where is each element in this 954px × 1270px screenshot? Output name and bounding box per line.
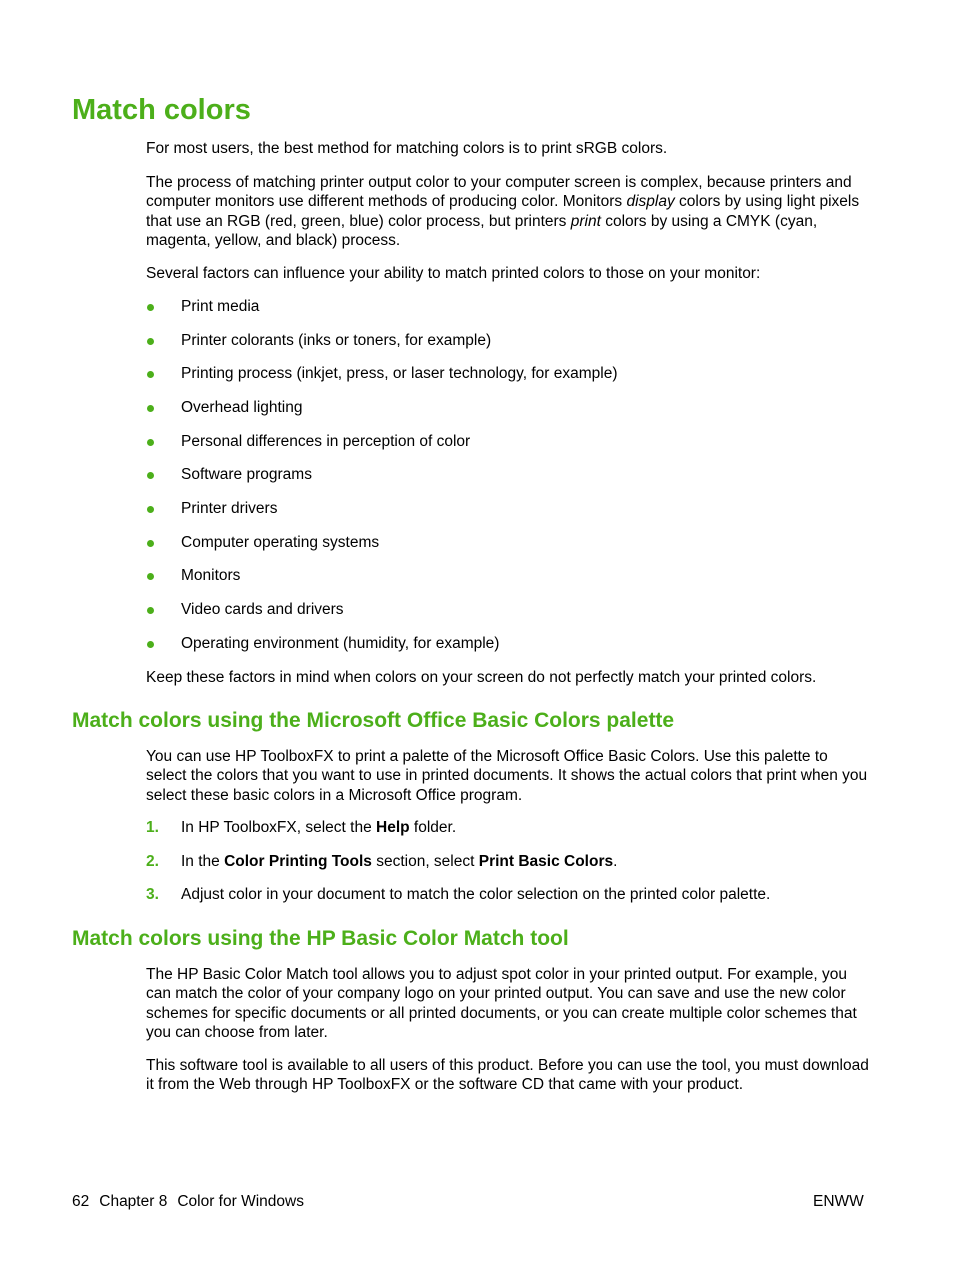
page-number: 62 — [72, 1193, 90, 1210]
section-heading-office-palette: Match colors using the Microsoft Office Basic Colors palette — [72, 709, 675, 732]
list-item-label: Computer operating systems — [181, 534, 380, 551]
list-item-label: Printing process (inkjet, press, or laser technology, for example) — [181, 365, 618, 382]
bullet-icon — [147, 439, 154, 446]
footer-left — [72, 1192, 314, 1212]
intro-p2-text-c: colors by using a CMYK (cyan, magenta, yellow, and black) process. — [146, 212, 818, 249]
bullet-icon — [147, 607, 154, 614]
bullet-icon — [147, 338, 154, 345]
intro-p2-text-a: The process of matching printer output color to your computer screen is complex, because printers and computer monitors use different methods of producing color. Monitors — [146, 174, 852, 211]
list-item-label: Print media — [181, 298, 260, 315]
step-text: Adjust color in your document to match the color selection on the printed color palette. — [181, 886, 771, 903]
list-item-label: Monitors — [181, 567, 241, 584]
step-text — [181, 818, 456, 838]
step-text — [181, 852, 617, 872]
step-number: 1. — [146, 819, 159, 836]
bullet-icon — [147, 371, 154, 378]
step-number: 3. — [146, 886, 159, 903]
list-item-label: Overhead lighting — [181, 399, 303, 416]
bullet-icon — [147, 472, 154, 479]
list-item-label: Printer colorants (inks or toners, for example) — [181, 332, 492, 349]
intro-paragraph-3: Several factors can influence your ability to match printed colors to those on your monitor: — [146, 265, 761, 282]
list-item-label: Personal differences in perception of color — [181, 433, 471, 450]
intro-paragraph-1: For most users, the best method for matching colors is to print sRGB colors. — [146, 140, 668, 157]
step-ui-term-color-printing-tools: Color Printing Tools — [224, 853, 372, 870]
list-item-label: Software programs — [181, 466, 312, 483]
footer-right: ENWW — [813, 1193, 864, 1210]
step-text-part: folder. — [409, 819, 457, 836]
hp-color-match-paragraph-1: The HP Basic Color Match tool allows you to adjust spot color in your printed output. For example, you can match the color of your company logo on your printed output. You can save and use the new color schemes for specific documents or all printed documents, or you can create multiple color schemes that you can choose from later. — [146, 966, 857, 1041]
step-ui-term-print-basic-colors: Print Basic Colors — [478, 853, 614, 870]
intro-p2-text-b: colors by using light pixels that use an RGB (red, green, blue) color process, but printers — [146, 193, 860, 230]
intro-paragraph-2 — [146, 173, 870, 250]
step-number: 2. — [146, 853, 159, 870]
bullet-icon — [147, 304, 154, 311]
step-text-part: In HP ToolboxFX, select the — [181, 819, 377, 836]
hp-color-match-paragraph-2: This software tool is available to all users of this product. Before you can use the tool, you must download it from the Web through HP ToolboxFX or the software CD that came with your product. — [146, 1057, 869, 1094]
bullet-icon — [147, 405, 154, 412]
step-text-part: . — [613, 853, 618, 870]
bullet-icon — [147, 573, 154, 580]
list-item-label: Video cards and drivers — [181, 601, 344, 618]
step-ui-term-help: Help — [376, 819, 410, 836]
step-text-part: In the — [181, 853, 225, 870]
footer-chapter-title: Color for Windows — [177, 1193, 304, 1210]
footer-chapter: Chapter 8 — [99, 1193, 168, 1210]
page-title: Match colors — [72, 94, 251, 126]
bullet-icon — [147, 641, 154, 648]
office-palette-paragraph: You can use HP ToolboxFX to print a palette of the Microsoft Office Basic Colors. Use this palette to select the colors that you want to use in printed documents. It shows the actual colors that print when you select these basic colors in a Microsoft Office program. — [146, 748, 868, 804]
list-item-label: Printer drivers — [181, 500, 278, 517]
intro-p2-emphasis-print: print — [570, 212, 601, 230]
section-heading-hp-color-match: Match colors using the HP Basic Color Match tool — [72, 927, 569, 950]
bullet-icon — [147, 540, 154, 547]
closing-paragraph: Keep these factors in mind when colors on your screen do not perfectly match your printed colors. — [146, 669, 817, 686]
intro-p2-emphasis-display: display — [626, 193, 675, 211]
list-item-label: Operating environment (humidity, for example) — [181, 635, 500, 652]
bullet-icon — [147, 506, 154, 513]
step-text-part: section, select — [371, 853, 479, 870]
